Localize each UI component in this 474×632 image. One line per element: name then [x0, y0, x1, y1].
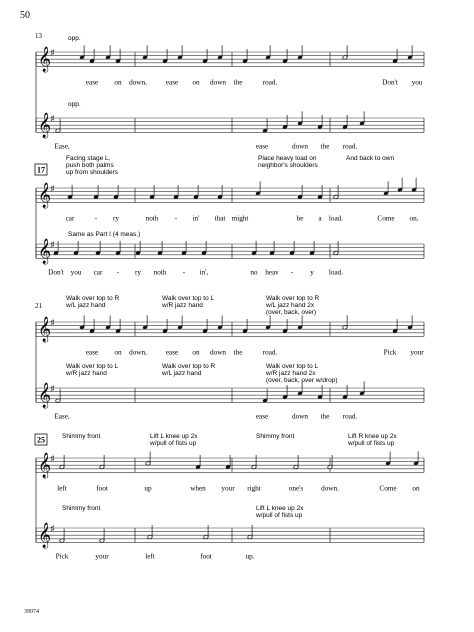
lyric-syllable: road. — [262, 78, 278, 87]
lyric-syllable: that — [214, 214, 226, 223]
stage-direction: (over, back, over w/drop) — [266, 377, 338, 384]
stage-direction: up from shoulders — [66, 169, 119, 176]
lyric-syllable: ry — [135, 268, 141, 277]
lyric-syllable: car — [93, 268, 103, 277]
lyric-syllable: foot — [200, 552, 212, 561]
lyric-syllable: left — [57, 484, 67, 493]
lyric-syllable: down — [210, 78, 226, 87]
system-4 — [35, 433, 424, 560]
treble-clef-icon: 𝄞 — [38, 453, 52, 478]
lyric-syllable: on — [192, 348, 200, 357]
lyric-syllable: right — [247, 484, 261, 493]
lyric-syllable: down — [210, 348, 226, 357]
sharp-key-signature-icon: ♯ — [50, 184, 55, 195]
stage-direction: Facing stage L, — [66, 155, 111, 162]
sharp-key-signature-icon: ♯ — [50, 318, 55, 329]
lyric-syllable: ease — [85, 78, 99, 87]
lyric-syllable: in', — [199, 268, 209, 277]
lyric-syllable: the — [320, 142, 330, 151]
stage-direction: opp. — [68, 101, 81, 108]
sharp-key-signature-icon: ♯ — [50, 384, 55, 395]
lyric-syllable: ease — [85, 348, 99, 357]
lyric-syllable: Ease, — [54, 412, 70, 421]
lyric-syllable: foot — [96, 484, 108, 493]
lyric-syllable: ease — [255, 142, 269, 151]
lyric-syllable: load. — [328, 214, 344, 223]
lyric-syllable: when — [190, 484, 206, 493]
stage-direction: Lift L knee up 2x — [150, 433, 198, 440]
stage-direction: neighbor's shoulders — [258, 162, 318, 169]
lyric-syllable: road. — [262, 348, 278, 357]
sharp-key-signature-icon: ♯ — [50, 240, 55, 251]
measure-number: 17 — [37, 165, 45, 175]
lyric-syllable: Ease, — [54, 142, 70, 151]
lyric-syllable: down — [292, 412, 308, 421]
lyric-syllable: on, — [409, 214, 419, 223]
lyric-syllable: be — [296, 214, 304, 223]
stage-direction: Walk over top to L — [162, 295, 215, 302]
lyric-syllable: Come — [377, 214, 395, 223]
lyric-syllable: the — [233, 78, 243, 87]
stage-direction: Walk over top to L — [66, 363, 119, 370]
lyric-syllable: road. — [342, 142, 358, 151]
lyric-syllable: Pick — [55, 552, 69, 561]
stage-direction: w/pull of fists up — [348, 440, 395, 447]
sharp-key-signature-icon: ♯ — [50, 454, 55, 465]
system-2 — [35, 155, 424, 276]
sharp-key-signature-icon: ♯ — [50, 114, 55, 125]
treble-clef-icon: 𝄞 — [38, 183, 52, 208]
lyric-syllable: on — [114, 78, 122, 87]
stage-direction: Shimmy front — [62, 433, 101, 440]
treble-clef-icon: 𝄞 — [38, 47, 52, 72]
lyric-syllable: noth — [153, 268, 167, 277]
lyric-syllable: load. — [328, 268, 344, 277]
page-number: 50 — [20, 10, 30, 21]
stage-direction: push both palms — [66, 162, 114, 169]
lyric-syllable: - — [94, 214, 98, 223]
lyric-syllable: down. — [321, 484, 339, 493]
measure-number: 25 — [37, 435, 45, 445]
lyric-syllable: your — [221, 484, 235, 493]
stage-direction: w/L jazz hand 2x — [266, 302, 315, 309]
stage-direction: w/L jazz hand — [162, 370, 202, 377]
measure-number: 21 — [35, 302, 42, 310]
stage-direction: w/R jazz hand — [66, 370, 107, 377]
lyric-syllable: you — [70, 268, 82, 277]
stage-direction: And back to own — [346, 155, 395, 162]
lyric-syllable: your — [95, 552, 109, 561]
measure-number: 13 — [35, 32, 42, 40]
stage-direction: (over, back, over) — [266, 309, 317, 316]
lyric-syllable: might — [231, 214, 249, 223]
stage-direction: Walk over top to R — [162, 363, 216, 370]
stage-direction: w/R jazz hand 2x — [266, 370, 316, 377]
stage-direction: Lift L knee up 2x — [256, 505, 304, 512]
stage-direction: Walk over top to R — [66, 295, 120, 302]
lyric-syllable: Don't — [382, 78, 398, 87]
treble-clef-icon: 𝄞 — [38, 239, 52, 264]
stage-direction: Shimmy front — [256, 433, 295, 440]
stage-direction: Place heavy load on — [258, 155, 317, 162]
stage-direction: w/R jazz hand — [162, 302, 203, 309]
stage-direction: Walk over top to R — [266, 295, 320, 302]
lyric-syllable: one's — [288, 484, 304, 493]
stage-direction: Lift R knee up 2x — [348, 433, 397, 440]
lyric-syllable: noth — [145, 214, 159, 223]
lyric-syllable: on — [412, 484, 420, 493]
system-1 — [35, 32, 424, 150]
lyric-syllable: you — [411, 78, 423, 87]
lyric-syllable: left — [145, 552, 155, 561]
lyric-syllable: y — [310, 268, 314, 277]
sharp-key-signature-icon: ♯ — [50, 524, 55, 535]
stage-direction: opp. — [68, 35, 81, 42]
lyric-syllable: the — [233, 348, 243, 357]
lyric-syllable: in' — [192, 214, 200, 223]
lyric-syllable: ease — [165, 348, 179, 357]
footer-code: 39974 — [24, 609, 39, 615]
lyric-syllable: down — [292, 142, 308, 151]
lyric-syllable: car — [65, 214, 75, 223]
lyric-syllable: - — [116, 268, 120, 277]
lyric-syllable: ease — [165, 78, 179, 87]
lyric-syllable: a — [318, 214, 322, 223]
stage-direction: w/L jazz hand — [66, 302, 106, 309]
lyric-syllable: heav — [265, 268, 279, 277]
treble-clef-icon: 𝄞 — [38, 383, 52, 408]
lyric-syllable: Come — [379, 484, 397, 493]
lyric-syllable: on — [192, 78, 200, 87]
stage-direction: Shimmy front — [62, 505, 101, 512]
treble-clef-icon: 𝄞 — [38, 113, 52, 138]
lyric-syllable: ry — [113, 214, 119, 223]
lyric-syllable: - — [182, 268, 186, 277]
lyric-syllable: - — [174, 214, 178, 223]
lyric-syllable: road. — [342, 412, 358, 421]
lyric-syllable: ease — [255, 412, 269, 421]
stage-direction: w/pull of fists up — [256, 512, 303, 519]
score-systems — [35, 32, 424, 560]
lyric-syllable: Don't — [48, 268, 64, 277]
lyric-syllable: your — [410, 348, 424, 357]
lyric-syllable: up — [144, 484, 152, 493]
system-3 — [35, 295, 424, 420]
stage-direction: Same as Part I (4 meas.) — [68, 231, 141, 238]
lyric-syllable: - — [290, 268, 294, 277]
lyric-syllable: Pick — [383, 348, 397, 357]
lyric-syllable: up. — [245, 552, 255, 561]
lyric-syllable: no — [250, 268, 258, 277]
stage-direction: Walk over top to L — [266, 363, 319, 370]
lyric-syllable: down, — [129, 348, 147, 357]
lyric-syllable: the — [320, 412, 330, 421]
lyric-syllable: on — [114, 348, 122, 357]
treble-clef-icon: 𝄞 — [38, 523, 52, 548]
sharp-key-signature-icon: ♯ — [50, 48, 55, 59]
stage-direction: w/pull of fists up — [150, 440, 197, 447]
lyric-syllable: down, — [129, 78, 147, 87]
treble-clef-icon: 𝄞 — [38, 317, 52, 342]
